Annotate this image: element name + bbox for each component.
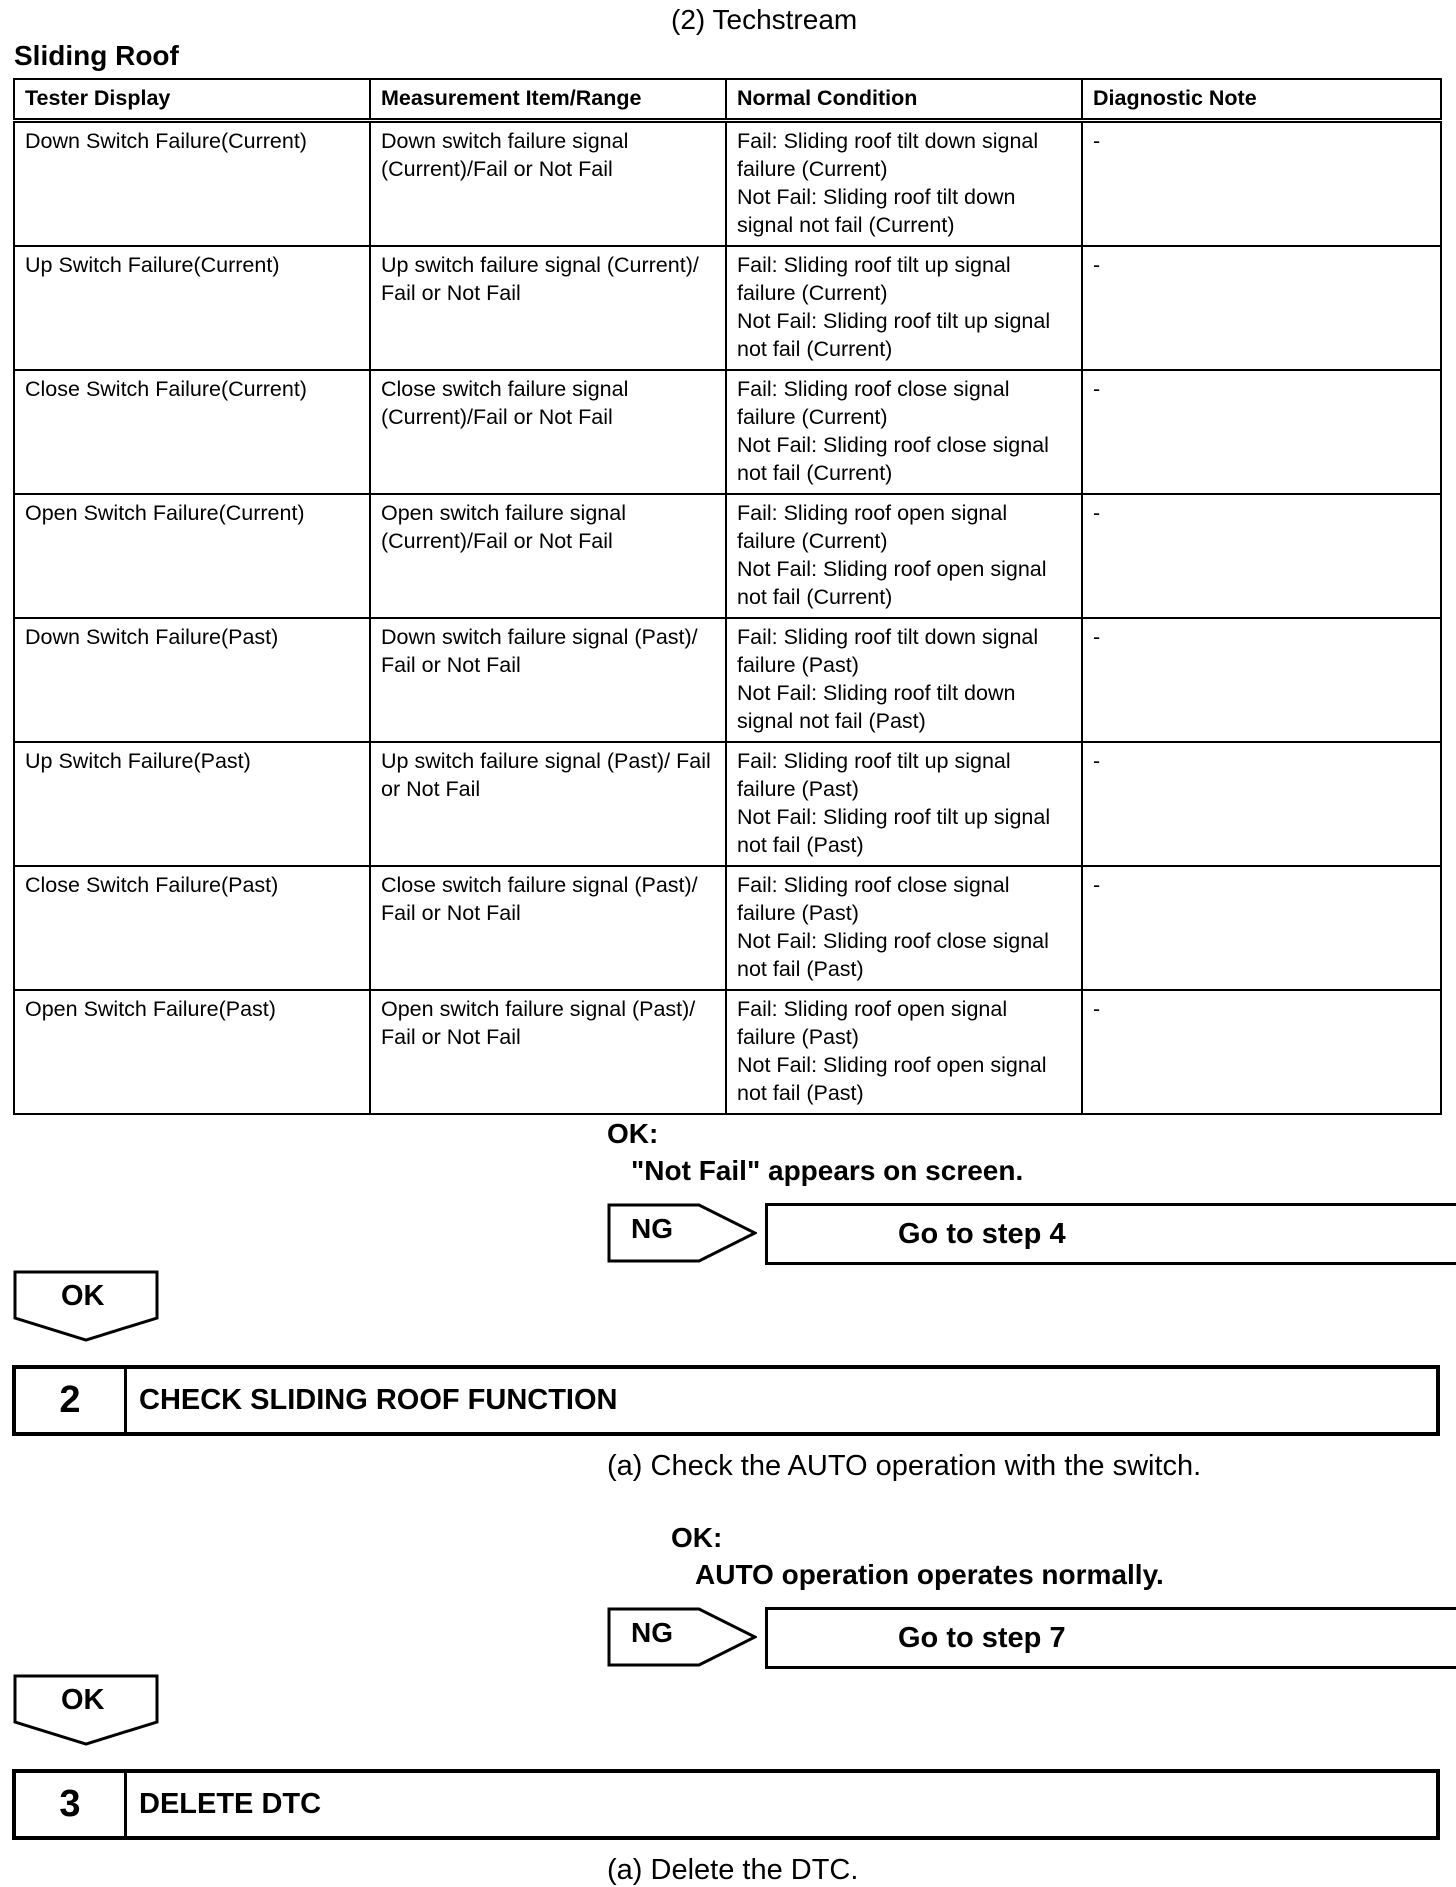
column-header: Normal Condition [726, 79, 1082, 121]
data-list-table [13, 78, 1442, 1115]
measurement-item-cell: Up switch failure signal (Current)/ Fail or Not Fail [370, 246, 726, 370]
normal-condition-cell: Fail: Sliding roof open signal failure (Current) Not Fail: Sliding roof open signal not fail (Current) [726, 494, 1082, 618]
step-title: DELETE DTC [139, 1788, 322, 1820]
diagnostic-note-cell: - [1082, 618, 1441, 742]
ok-arrow-label: OK [61, 1280, 105, 1312]
ok-condition-label: OK: [671, 1522, 723, 1553]
diagnostic-note-cell: - [1082, 121, 1441, 247]
measurement-item-cell: Close switch failure signal (Current)/Fail or Not Fail [370, 370, 726, 494]
measurement-item-cell: Down switch failure signal (Current)/Fail or Not Fail [370, 121, 726, 247]
diagnostic-note-cell: - [1082, 494, 1441, 618]
tester-display-cell: Open Switch Failure(Current) [14, 494, 370, 618]
tester-display-cell: Close Switch Failure(Past) [14, 866, 370, 990]
step-2-header [12, 1365, 1440, 1436]
ok-condition-text: "Not Fail" appears on screen. [631, 1155, 1024, 1186]
tester-display-cell: Up Switch Failure(Current) [14, 246, 370, 370]
table-row [14, 990, 1441, 1114]
ok-arrow-button[interactable] [13, 1270, 159, 1347]
normal-condition-cell: Fail: Sliding roof open signal failure (Past) Not Fail: Sliding roof open signal not fail (Past) [726, 990, 1082, 1114]
tester-display-cell: Down Switch Failure(Current) [14, 121, 370, 247]
go-to-step-4-link[interactable] [765, 1203, 1456, 1265]
table-row [14, 370, 1441, 494]
go-to-step-7-link[interactable] [765, 1607, 1456, 1669]
table-header-row [14, 79, 1441, 121]
measurement-item-cell: Close switch failure signal (Past)/ Fail or Not Fail [370, 866, 726, 990]
diagnostic-note-cell: - [1082, 990, 1441, 1114]
ng-arrow-button[interactable] [607, 1607, 757, 1672]
tester-display-cell: Close Switch Failure(Current) [14, 370, 370, 494]
section-subheading: (2) Techstream [671, 4, 858, 35]
goto-label: Go to step 7 [898, 1621, 1066, 1654]
tester-display-cell: Up Switch Failure(Past) [14, 742, 370, 866]
column-header: Diagnostic Note [1082, 79, 1441, 121]
step-title: CHECK SLIDING ROOF FUNCTION [139, 1384, 618, 1416]
step-3-instruction: (a) Delete the DTC. [607, 1854, 859, 1886]
tester-display-cell: Open Switch Failure(Past) [14, 990, 370, 1114]
normal-condition-cell: Fail: Sliding roof tilt down signal failure (Current) Not Fail: Sliding roof tilt down signal not fail (Current) [726, 121, 1082, 247]
ok-arrow-button[interactable] [13, 1674, 159, 1751]
diagnostic-note-cell: - [1082, 246, 1441, 370]
ng-label: NG [631, 1213, 673, 1244]
table-row [14, 866, 1441, 990]
ng-arrow-icon [607, 1607, 757, 1667]
column-header: Tester Display [14, 79, 370, 121]
column-header: Measurement Item/Range [370, 79, 726, 121]
normal-condition-cell: Fail: Sliding roof close signal failure (Current) Not Fail: Sliding roof close signal not fail (Current) [726, 370, 1082, 494]
step-number: 3 [16, 1773, 127, 1836]
ng-arrow-icon [607, 1203, 757, 1263]
ok-condition-label: OK: [607, 1118, 659, 1149]
tester-display-cell: Down Switch Failure(Past) [14, 618, 370, 742]
diagnostic-note-cell: - [1082, 370, 1441, 494]
table-row [14, 494, 1441, 618]
table-title: Sliding Roof [14, 40, 179, 71]
measurement-item-cell: Open switch failure signal (Past)/ Fail or Not Fail [370, 990, 726, 1114]
goto-label: Go to step 4 [898, 1217, 1066, 1250]
ng-arrow-button[interactable] [607, 1203, 757, 1268]
ok-condition-text: AUTO operation operates normally. [695, 1559, 1164, 1590]
table-row [14, 742, 1441, 866]
diagnostic-note-cell: - [1082, 742, 1441, 866]
table-row [14, 246, 1441, 370]
measurement-item-cell: Down switch failure signal (Past)/ Fail or Not Fail [370, 618, 726, 742]
ok-arrow-label: OK [61, 1684, 105, 1716]
step-3-header [12, 1769, 1440, 1840]
ng-label: NG [631, 1617, 673, 1648]
measurement-item-cell: Up switch failure signal (Past)/ Fail or Not Fail [370, 742, 726, 866]
step-number: 2 [16, 1369, 127, 1432]
normal-condition-cell: Fail: Sliding roof tilt up signal failure (Past) Not Fail: Sliding roof tilt up signal not fail (Past) [726, 742, 1082, 866]
diagnostic-note-cell: - [1082, 866, 1441, 990]
table-row [14, 121, 1441, 247]
normal-condition-cell: Fail: Sliding roof tilt down signal failure (Past) Not Fail: Sliding roof tilt down signal not fail (Past) [726, 618, 1082, 742]
normal-condition-cell: Fail: Sliding roof close signal failure (Past) Not Fail: Sliding roof close signal not fail (Past) [726, 866, 1082, 990]
step-2-instruction: (a) Check the AUTO operation with the switch. [607, 1450, 1202, 1482]
normal-condition-cell: Fail: Sliding roof tilt up signal failure (Current) Not Fail: Sliding roof tilt up signal not fail (Current) [726, 246, 1082, 370]
table-row [14, 618, 1441, 742]
measurement-item-cell: Open switch failure signal (Current)/Fail or Not Fail [370, 494, 726, 618]
